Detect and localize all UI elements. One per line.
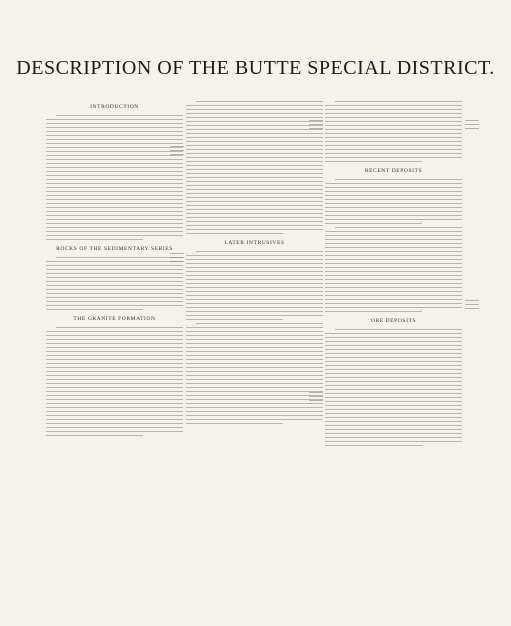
text-line xyxy=(325,195,462,196)
text-line xyxy=(46,431,183,432)
text-line xyxy=(325,105,462,106)
section-heading: INTRODUCTION xyxy=(90,104,139,110)
text-line xyxy=(325,133,462,134)
text-line xyxy=(325,307,462,308)
text-line xyxy=(186,327,323,328)
text-line xyxy=(325,113,462,114)
text-line xyxy=(186,299,323,300)
text-line xyxy=(325,373,462,374)
text-line xyxy=(46,199,183,200)
text-line xyxy=(325,199,462,200)
text-line xyxy=(186,145,323,146)
text-line xyxy=(325,141,462,142)
text-line xyxy=(325,267,462,268)
text-column-3 xyxy=(325,101,462,621)
text-line xyxy=(196,101,323,102)
text-line xyxy=(46,359,183,360)
text-line xyxy=(46,383,183,384)
text-line xyxy=(186,351,323,352)
text-line xyxy=(186,141,323,142)
text-line xyxy=(46,395,183,396)
text-line xyxy=(186,121,323,122)
text-line xyxy=(325,137,462,138)
text-line xyxy=(46,309,143,310)
text-line xyxy=(186,355,323,356)
text-line xyxy=(325,125,462,126)
text-line xyxy=(186,161,323,162)
text-line xyxy=(186,181,323,182)
text-line xyxy=(325,401,462,402)
text-line xyxy=(325,211,462,212)
text-line xyxy=(46,427,183,428)
text-line xyxy=(325,417,462,418)
text-line xyxy=(46,195,183,196)
text-line xyxy=(46,423,183,424)
text-line xyxy=(186,331,323,332)
text-line xyxy=(46,231,183,232)
text-line xyxy=(46,215,183,216)
text-line xyxy=(56,115,183,116)
text-line xyxy=(46,223,183,224)
text-line xyxy=(186,363,323,364)
text-line xyxy=(325,121,462,122)
text-line xyxy=(325,145,462,146)
text-line xyxy=(46,239,143,240)
text-line xyxy=(186,391,323,392)
text-line xyxy=(46,399,183,400)
text-line xyxy=(46,407,183,408)
text-line xyxy=(196,323,323,324)
text-line xyxy=(325,247,462,248)
text-line xyxy=(46,211,183,212)
text-line xyxy=(46,343,183,344)
text-line xyxy=(186,209,323,210)
text-line xyxy=(46,339,183,340)
text-line xyxy=(325,425,462,426)
text-line xyxy=(46,305,183,306)
text-line xyxy=(46,301,183,302)
text-line xyxy=(325,183,462,184)
text-line xyxy=(46,269,183,270)
text-line xyxy=(325,235,462,236)
text-line xyxy=(46,151,183,152)
text-line xyxy=(46,371,183,372)
margin-note xyxy=(170,253,184,262)
text-line xyxy=(46,203,183,204)
text-line xyxy=(325,161,422,162)
text-line xyxy=(325,381,462,382)
text-line xyxy=(335,329,462,330)
text-line xyxy=(325,357,462,358)
text-line xyxy=(186,295,323,296)
text-line xyxy=(46,355,183,356)
text-line xyxy=(325,441,462,442)
text-line xyxy=(186,283,323,284)
text-line xyxy=(325,191,462,192)
text-line xyxy=(46,139,183,140)
text-line xyxy=(186,177,323,178)
text-line xyxy=(186,153,323,154)
text-line xyxy=(186,113,323,114)
text-line xyxy=(46,163,183,164)
margin-note xyxy=(309,392,323,401)
text-line xyxy=(46,219,183,220)
text-line xyxy=(186,287,323,288)
text-line xyxy=(46,403,183,404)
text-line xyxy=(325,215,462,216)
text-line xyxy=(186,173,323,174)
text-line xyxy=(325,157,462,158)
text-line xyxy=(325,445,422,446)
text-line xyxy=(325,311,422,312)
text-line xyxy=(46,227,183,228)
margin-note xyxy=(465,300,479,309)
margin-note xyxy=(309,120,323,129)
text-line xyxy=(186,395,323,396)
text-line xyxy=(186,383,323,384)
text-line xyxy=(325,405,462,406)
text-line xyxy=(325,275,462,276)
text-line xyxy=(325,263,462,264)
text-line xyxy=(186,423,283,424)
text-line xyxy=(186,279,323,280)
text-line xyxy=(325,255,462,256)
text-line xyxy=(186,105,323,106)
text-line xyxy=(325,413,462,414)
text-line xyxy=(186,407,323,408)
text-line xyxy=(186,225,323,226)
text-line xyxy=(325,279,462,280)
text-line xyxy=(186,213,323,214)
text-line xyxy=(46,191,183,192)
text-line xyxy=(186,233,283,234)
text-line xyxy=(46,119,183,120)
text-line xyxy=(46,367,183,368)
text-line xyxy=(325,389,462,390)
text-line xyxy=(325,433,462,434)
text-line xyxy=(325,109,462,110)
text-line xyxy=(186,411,323,412)
text-line xyxy=(186,371,323,372)
text-line xyxy=(325,393,462,394)
text-line xyxy=(186,125,323,126)
text-line xyxy=(56,257,183,258)
text-line xyxy=(325,283,462,284)
text-line xyxy=(325,187,462,188)
text-line xyxy=(325,223,422,224)
text-line xyxy=(186,291,323,292)
text-line xyxy=(46,127,183,128)
text-line xyxy=(325,271,462,272)
text-line xyxy=(325,153,462,154)
text-line xyxy=(186,339,323,340)
text-line xyxy=(46,235,183,236)
text-line xyxy=(46,435,143,436)
text-line xyxy=(325,295,462,296)
text-line xyxy=(325,397,462,398)
text-line xyxy=(46,419,183,420)
margin-note xyxy=(170,146,184,155)
text-line xyxy=(186,109,323,110)
text-line xyxy=(325,429,462,430)
text-line xyxy=(325,337,462,338)
text-line xyxy=(46,171,183,172)
text-line xyxy=(186,315,323,316)
text-line xyxy=(46,123,183,124)
text-line xyxy=(325,231,462,232)
text-line xyxy=(186,343,323,344)
text-line xyxy=(46,289,183,290)
text-line xyxy=(46,281,183,282)
text-line xyxy=(186,399,323,400)
text-line xyxy=(46,179,183,180)
text-column-2 xyxy=(186,101,323,621)
text-line xyxy=(46,155,183,156)
text-line xyxy=(46,135,183,136)
text-line xyxy=(325,129,462,130)
text-line xyxy=(46,375,183,376)
text-line xyxy=(46,351,183,352)
text-line xyxy=(325,421,462,422)
section-heading: THE GRANITE FORMATION xyxy=(73,316,156,322)
text-line xyxy=(186,303,323,304)
text-line xyxy=(196,251,323,252)
text-line xyxy=(186,387,323,388)
text-line xyxy=(335,101,462,102)
text-line xyxy=(325,207,462,208)
text-line xyxy=(46,207,183,208)
text-line xyxy=(186,193,323,194)
text-line xyxy=(186,117,323,118)
text-line xyxy=(46,273,183,274)
text-column-1 xyxy=(46,101,183,621)
text-line xyxy=(46,415,183,416)
text-line xyxy=(325,219,462,220)
text-line xyxy=(325,341,462,342)
text-line xyxy=(186,403,323,404)
text-line xyxy=(186,197,323,198)
text-line xyxy=(46,391,183,392)
text-line xyxy=(325,299,462,300)
text-line xyxy=(46,183,183,184)
text-line xyxy=(46,159,183,160)
text-line xyxy=(186,307,323,308)
text-line xyxy=(325,377,462,378)
text-line xyxy=(186,415,323,416)
text-line xyxy=(186,205,323,206)
text-line xyxy=(56,327,183,328)
text-line xyxy=(46,297,183,298)
text-line xyxy=(325,437,462,438)
text-line xyxy=(186,335,323,336)
text-line xyxy=(186,217,323,218)
text-line xyxy=(335,179,462,180)
text-line xyxy=(46,411,183,412)
text-line xyxy=(186,263,323,264)
text-line xyxy=(325,243,462,244)
text-line xyxy=(186,271,323,272)
text-line xyxy=(325,239,462,240)
text-line xyxy=(186,375,323,376)
text-line xyxy=(186,185,323,186)
text-line xyxy=(325,149,462,150)
text-line xyxy=(186,347,323,348)
text-line xyxy=(46,331,183,332)
text-line xyxy=(186,137,323,138)
text-line xyxy=(46,175,183,176)
text-line xyxy=(186,189,323,190)
text-line xyxy=(325,353,462,354)
text-line xyxy=(186,319,283,320)
text-line xyxy=(186,157,323,158)
text-line xyxy=(325,117,462,118)
section-heading: RECENT DEPOSITS xyxy=(364,168,423,174)
text-line xyxy=(46,261,183,262)
text-line xyxy=(325,385,462,386)
text-line xyxy=(325,251,462,252)
text-line xyxy=(325,287,462,288)
text-line xyxy=(325,345,462,346)
section-heading: LATER INTRUSIVES xyxy=(224,240,285,246)
text-line xyxy=(46,335,183,336)
text-line xyxy=(325,369,462,370)
margin-note xyxy=(465,120,479,129)
text-line xyxy=(186,267,323,268)
text-line xyxy=(325,361,462,362)
text-line xyxy=(186,379,323,380)
text-line xyxy=(186,229,323,230)
text-line xyxy=(325,303,462,304)
text-line xyxy=(186,133,323,134)
text-line xyxy=(335,227,462,228)
text-line xyxy=(186,359,323,360)
text-line xyxy=(186,201,323,202)
text-line xyxy=(46,293,183,294)
text-line xyxy=(186,129,323,130)
section-heading: ORE DEPOSITS xyxy=(370,318,417,324)
text-line xyxy=(46,347,183,348)
text-line xyxy=(186,259,323,260)
text-line xyxy=(186,419,323,420)
text-line xyxy=(186,221,323,222)
text-line xyxy=(325,365,462,366)
text-line xyxy=(186,275,323,276)
text-line xyxy=(325,409,462,410)
page-title: DESCRIPTION OF THE BUTTE SPECIAL DISTRICT. xyxy=(16,57,495,79)
text-line xyxy=(46,167,183,168)
text-line xyxy=(46,187,183,188)
text-line xyxy=(186,149,323,150)
text-line xyxy=(46,387,183,388)
text-line xyxy=(186,169,323,170)
text-line xyxy=(46,147,183,148)
text-line xyxy=(46,131,183,132)
text-line xyxy=(186,255,323,256)
text-line xyxy=(325,349,462,350)
text-line xyxy=(46,277,183,278)
text-line xyxy=(325,203,462,204)
text-line xyxy=(325,259,462,260)
text-line xyxy=(46,143,183,144)
text-line xyxy=(46,265,183,266)
text-line xyxy=(46,379,183,380)
text-line xyxy=(325,291,462,292)
text-line xyxy=(186,165,323,166)
section-heading: ROCKS OF THE SEDIMENTARY SERIES xyxy=(56,246,173,252)
text-line xyxy=(325,333,462,334)
text-line xyxy=(46,363,183,364)
text-line xyxy=(186,367,323,368)
text-line xyxy=(46,285,183,286)
text-line xyxy=(186,311,323,312)
